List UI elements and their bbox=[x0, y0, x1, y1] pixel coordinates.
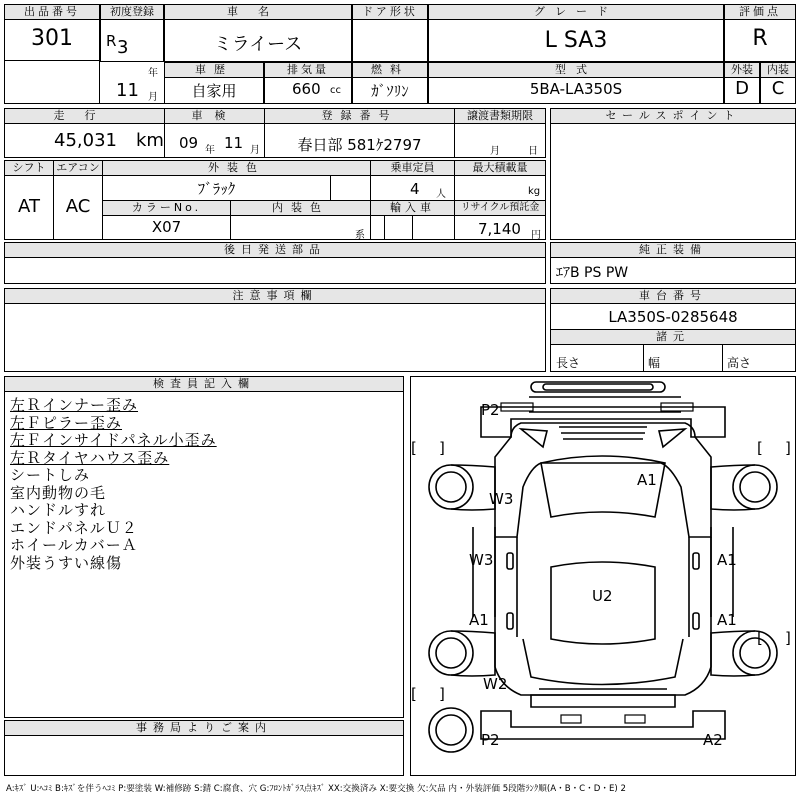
reg-month: 11 bbox=[116, 80, 139, 101]
inspector-note: 外装うすい線傷 bbox=[10, 553, 123, 572]
width-label: 幅 bbox=[648, 356, 661, 370]
mileage-unit: km bbox=[136, 130, 164, 151]
office-label: 事務局よりご案内 bbox=[5, 721, 403, 736]
model: 5BA-LA350S bbox=[529, 80, 623, 98]
car-outline-diagram bbox=[411, 377, 795, 775]
mark-right-mid: A1 bbox=[717, 551, 737, 569]
mark-left-mid: W3 bbox=[469, 551, 494, 569]
score-label: 評価点 bbox=[725, 5, 795, 20]
mark-top-left: P2 bbox=[481, 401, 500, 419]
door-label: ドア形状 bbox=[353, 5, 427, 20]
notes-label: 注意事項欄 bbox=[5, 289, 545, 304]
shift: AT bbox=[18, 196, 40, 217]
plate-number: 春日部 581ｹ2797 bbox=[297, 136, 422, 154]
inspection-year: 09 bbox=[179, 134, 199, 152]
spec-label: 諸元 bbox=[551, 330, 795, 345]
sales-point-label: セールスポイント bbox=[551, 109, 795, 124]
mark-roof: U2 bbox=[592, 587, 613, 605]
lot-number-label: 出品番号 bbox=[5, 5, 99, 20]
mark-bottom-right: A2 bbox=[703, 731, 723, 749]
car-name-label: 車名 bbox=[165, 5, 351, 20]
exterior-grade: D bbox=[735, 78, 749, 99]
color-no-label: カラーNo. bbox=[103, 201, 230, 216]
inspection-year-unit: 年 bbox=[205, 145, 215, 156]
score: R bbox=[752, 26, 768, 51]
displacement-unit: cc bbox=[330, 85, 341, 96]
shift-label: シフト bbox=[5, 161, 53, 176]
load-unit: kg bbox=[528, 186, 541, 197]
transfer-label: 譲渡書類期限 bbox=[455, 109, 545, 124]
bracket-left-open: [ bbox=[411, 439, 417, 457]
equipment-label: 純正装備 bbox=[551, 243, 795, 258]
inspector-notes-list bbox=[10, 397, 400, 572]
bracket-left-close: ] bbox=[439, 439, 445, 457]
displacement: 660 bbox=[292, 80, 321, 98]
ext-color: ﾌﾞﾗｯｸ bbox=[197, 180, 236, 198]
history-label: 車歴 bbox=[165, 63, 263, 78]
equipment: ｴｱB PS PW bbox=[556, 265, 629, 281]
inspector-note: エンドパネルＵ２ bbox=[10, 518, 138, 537]
chassis-label: 車台番号 bbox=[551, 289, 795, 304]
mark-right-rear: A1 bbox=[717, 611, 737, 629]
reg-month-unit: 月 bbox=[148, 92, 158, 103]
interior-label: 内装 bbox=[761, 63, 795, 78]
history: 自家用 bbox=[191, 82, 237, 100]
grade: L SA3 bbox=[544, 28, 608, 53]
reg-era: R bbox=[106, 32, 117, 50]
reg-year: 3 bbox=[117, 37, 129, 58]
displacement-label: 排気量 bbox=[265, 63, 351, 78]
damage-diagram bbox=[410, 376, 796, 776]
plate-label: 登録番号 bbox=[265, 109, 454, 124]
ac-label: エアコン bbox=[54, 161, 102, 176]
bracket-left-open-2: [ bbox=[411, 685, 417, 703]
inspector-note: ハンドルすれ bbox=[10, 501, 107, 519]
exterior-label: 外装 bbox=[725, 63, 759, 78]
fuel: ｶﾞｿﾘﾝ bbox=[371, 82, 409, 100]
chassis-number: LA350S-0285648 bbox=[608, 308, 738, 326]
inspector-label: 検査員記入欄 bbox=[5, 377, 403, 392]
later-parts-label: 後日発送部品 bbox=[5, 243, 545, 258]
length-label: 長さ bbox=[556, 356, 581, 370]
inspector-note: 左Ｒタイヤハウス歪み bbox=[10, 448, 170, 467]
recycle-unit: 円 bbox=[531, 230, 541, 241]
color-no: X07 bbox=[151, 218, 182, 236]
mark-left-front: W3 bbox=[489, 490, 514, 508]
capacity: 4 bbox=[410, 180, 420, 198]
ext-color-label: 外装色 bbox=[103, 161, 370, 176]
capacity-label: 乗車定員 bbox=[371, 161, 454, 176]
height-label: 高さ bbox=[727, 356, 752, 370]
model-label: 型式 bbox=[429, 63, 723, 78]
interior-grade: C bbox=[771, 78, 785, 99]
mileage: 45,031 bbox=[54, 130, 117, 151]
bracket-right-open-2: [ bbox=[757, 629, 763, 647]
inspector-note: 左Ｆピラー歪み bbox=[10, 413, 123, 432]
inspection-month-unit: 月 bbox=[250, 145, 260, 156]
recycle-label: リサイクル預託金 bbox=[455, 201, 545, 216]
fuel-label: 燃料 bbox=[353, 63, 427, 78]
inspector-note: 左Ｆインサイドパネル小歪み bbox=[10, 431, 217, 449]
bracket-right-open: [ bbox=[757, 439, 763, 457]
reg-year-unit: 年 bbox=[148, 68, 158, 79]
recycle-fee: 7,140 bbox=[478, 220, 521, 238]
mileage-label: 走行 bbox=[5, 109, 164, 124]
capacity-unit: 人 bbox=[436, 189, 446, 200]
mark-bottom-left: P2 bbox=[481, 731, 500, 749]
int-color-label: 内装色 bbox=[231, 201, 370, 216]
inspector-note: 左Ｒインナー歪み bbox=[10, 396, 139, 414]
bracket-right-close: ] bbox=[785, 439, 791, 457]
lot-number: 301 bbox=[31, 26, 73, 51]
ac: AC bbox=[65, 196, 91, 217]
inspector-note: ホイールカバーＡ bbox=[10, 536, 138, 554]
inspection-month: 11 bbox=[224, 134, 244, 152]
first-reg-label: 初度登録 bbox=[101, 5, 163, 20]
mark-left-rear: A1 bbox=[469, 611, 489, 629]
import-label: 輸入車 bbox=[371, 201, 454, 216]
transfer-day: 日 bbox=[528, 146, 538, 157]
int-color-unit: 系 bbox=[355, 230, 365, 241]
inspector-note: 室内動物の毛 bbox=[10, 483, 107, 502]
load-label: 最大積載量 bbox=[455, 161, 545, 176]
sales-point-block bbox=[550, 108, 796, 240]
grade-label: グレード bbox=[429, 5, 723, 20]
bracket-left-close-2: ] bbox=[439, 685, 445, 703]
transfer-month: 月 bbox=[490, 146, 500, 157]
mark-hood: A1 bbox=[637, 471, 657, 489]
inspection-label: 車検 bbox=[165, 109, 264, 124]
mark-left-back: W2 bbox=[483, 675, 508, 693]
legend: A:ｷｽﾞ U:ﾍｺﾐ B:ｷｽﾞを伴うﾍｺﾐ P:要塗装 W:補修跡 S:錆 C:腐食、穴 G:ﾌﾛﾝﾄｶﾞﾗｽ点ｷｽﾞ XX:交換済み X:要交換 欠:欠品 内・外装評価 5段階ﾗﾝｸ順(A・B・C・D・E) 2 bbox=[6, 784, 626, 794]
bracket-right-close-2: ] bbox=[785, 629, 791, 647]
inspector-note: シートしみ bbox=[10, 466, 91, 484]
car-name: ミライース bbox=[213, 34, 303, 55]
